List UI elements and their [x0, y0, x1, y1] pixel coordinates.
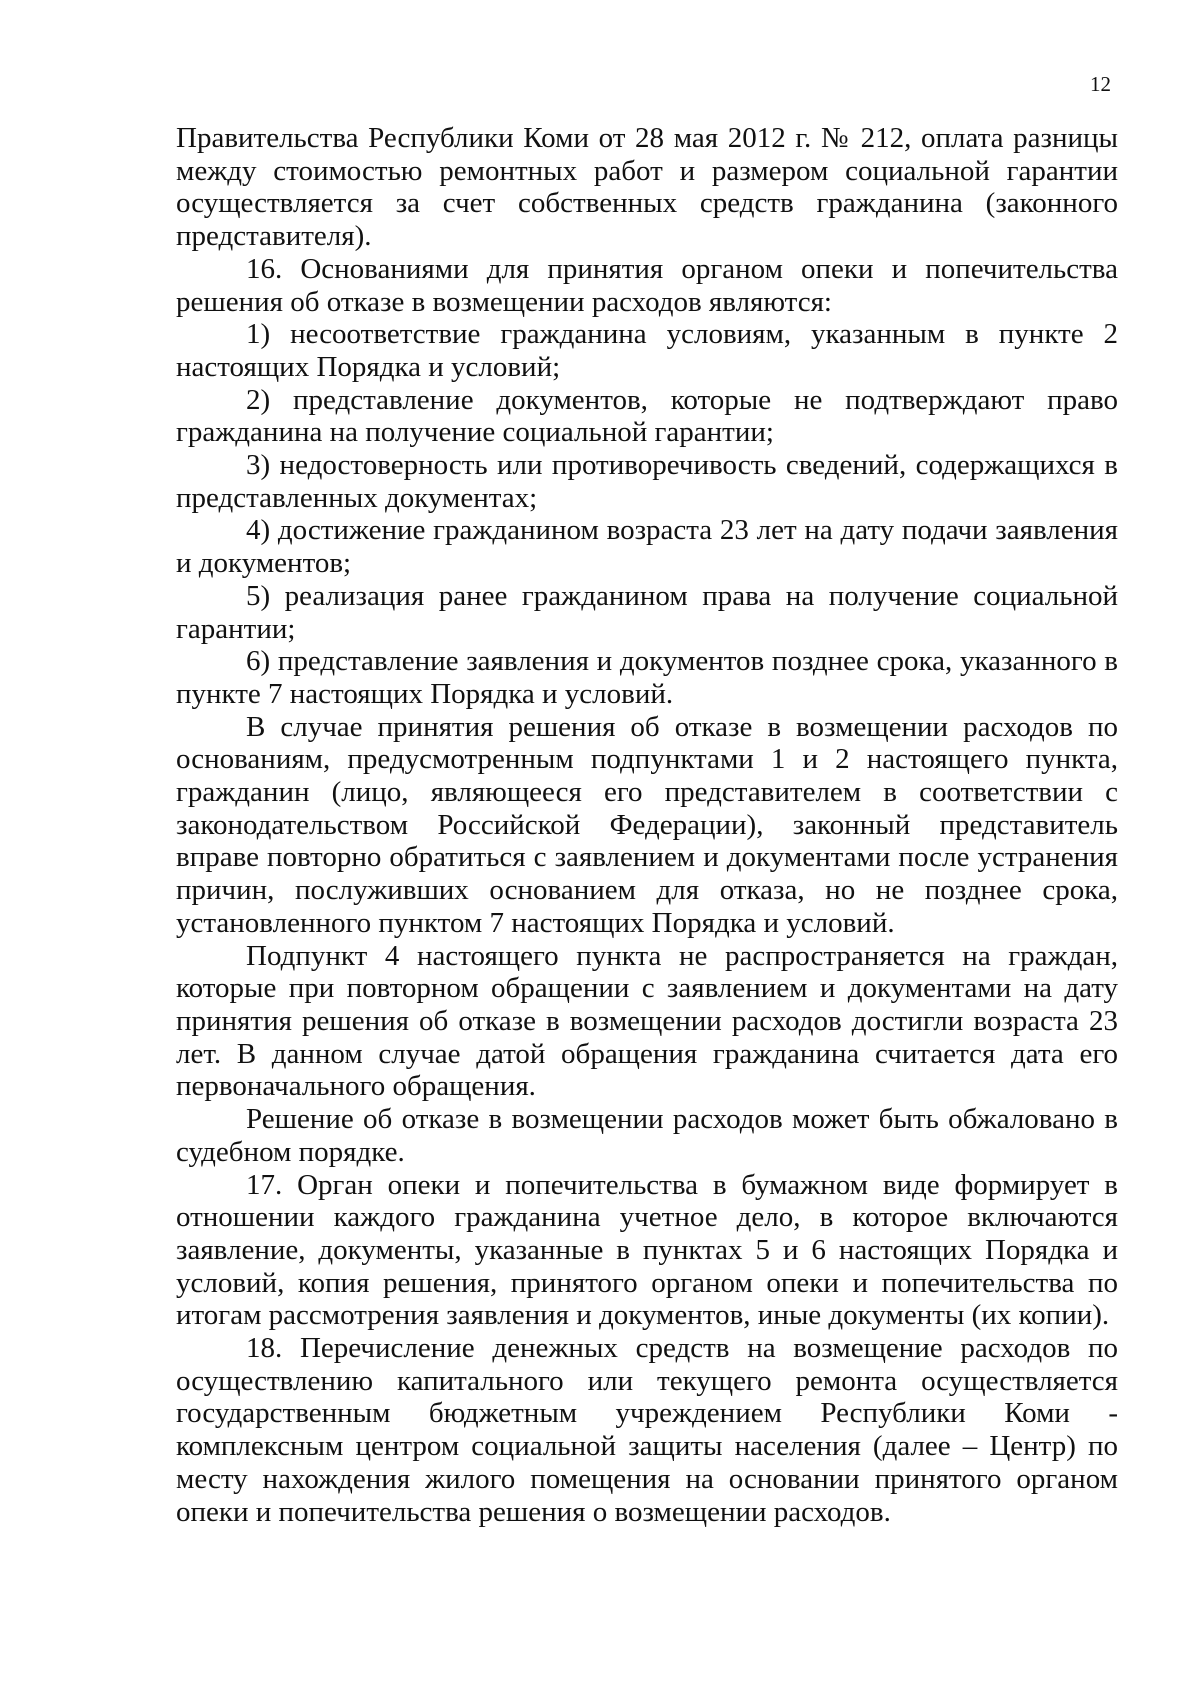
paragraph-refusal-reapply: В случае принятия решения об отказе в возмещении расходов по основаниям, предусмотренным подпунктами 1 и 2 настоящего пункта, гражданин (лицо, являющееся его представителем в соответствии с законодательством Российской Федерации), законный представитель вправе повторно обратиться с заявлением и документами после устранения причин, послуживших основанием для отказа, но не позднее срока, установленного пунктом 7 настоящих Порядка и условий.	[176, 710, 1118, 939]
page-number: 12	[1090, 72, 1111, 96]
paragraph-subitem-4-exception: Подпункт 4 настоящего пункта не распространяется на граждан, которые при повторном обращении с заявлением и документами на дату принятия решения об отказе в возмещении расходов достигли возраста 23 лет. В данном случае датой обращения гражданина считается дата его первоначального обращения.	[176, 939, 1118, 1103]
subitem-16-2: 2) представление документов, которые не подтверждают право гражданина на получение социальной гарантии;	[176, 383, 1118, 449]
document-body	[176, 122, 1118, 1528]
subitem-16-6: 6) представление заявления и документов позднее срока, указанного в пункте 7 настоящих Порядка и условий.	[176, 645, 1118, 710]
subitem-16-1: 1) несоответствие гражданина условиям, указанным в пункте 2 настоящих Порядка и условий;	[176, 318, 1118, 383]
paragraph-item-18: 18. Перечисление денежных средств на возмещение расходов по осуществлению капитального или текущего ремонта осуществляется государственным бюджетным учреждением Республики Коми - комплексным центром социальной защиты населения (далее – Центр) по месту нахождения жилого помещения на основании принятого органом опеки и попечительства решения о возмещении расходов.	[176, 1332, 1118, 1528]
subitem-16-5: 5) реализация ранее гражданином права на получение социальной гарантии;	[176, 579, 1118, 645]
paragraph-item-17: 17. Орган опеки и попечительства в бумажном виде формирует в отношении каждого гражданина учетное дело, в которое включаются заявление, документы, указанные в пунктах 5 и 6 настоящих Порядка и условий, копия решения, принятого органом опеки и попечительства по итогам рассмотрения заявления и документов, иные документы (их копии).	[176, 1168, 1118, 1332]
subitem-16-3: 3) недостоверность или противоречивость сведений, содержащихся в представленных документах;	[176, 449, 1118, 514]
paragraph-appeal: Решение об отказе в возмещении расходов может быть обжаловано в судебном порядке.	[176, 1103, 1118, 1168]
paragraph-continuation: Правительства Республики Коми от 28 мая 2012 г. № 212, оплата разницы между стоимостью ремонтных работ и размером социальной гарантии осуществляется за счет собственных средств гражданина (законного представителя).	[176, 122, 1118, 253]
paragraph-item-16: 16. Основаниями для принятия органом опеки и попечительства решения об отказе в возмещении расходов являются:	[176, 252, 1118, 318]
subitem-16-4: 4) достижение гражданином возраста 23 лет на дату подачи заявления и документов;	[176, 514, 1118, 580]
